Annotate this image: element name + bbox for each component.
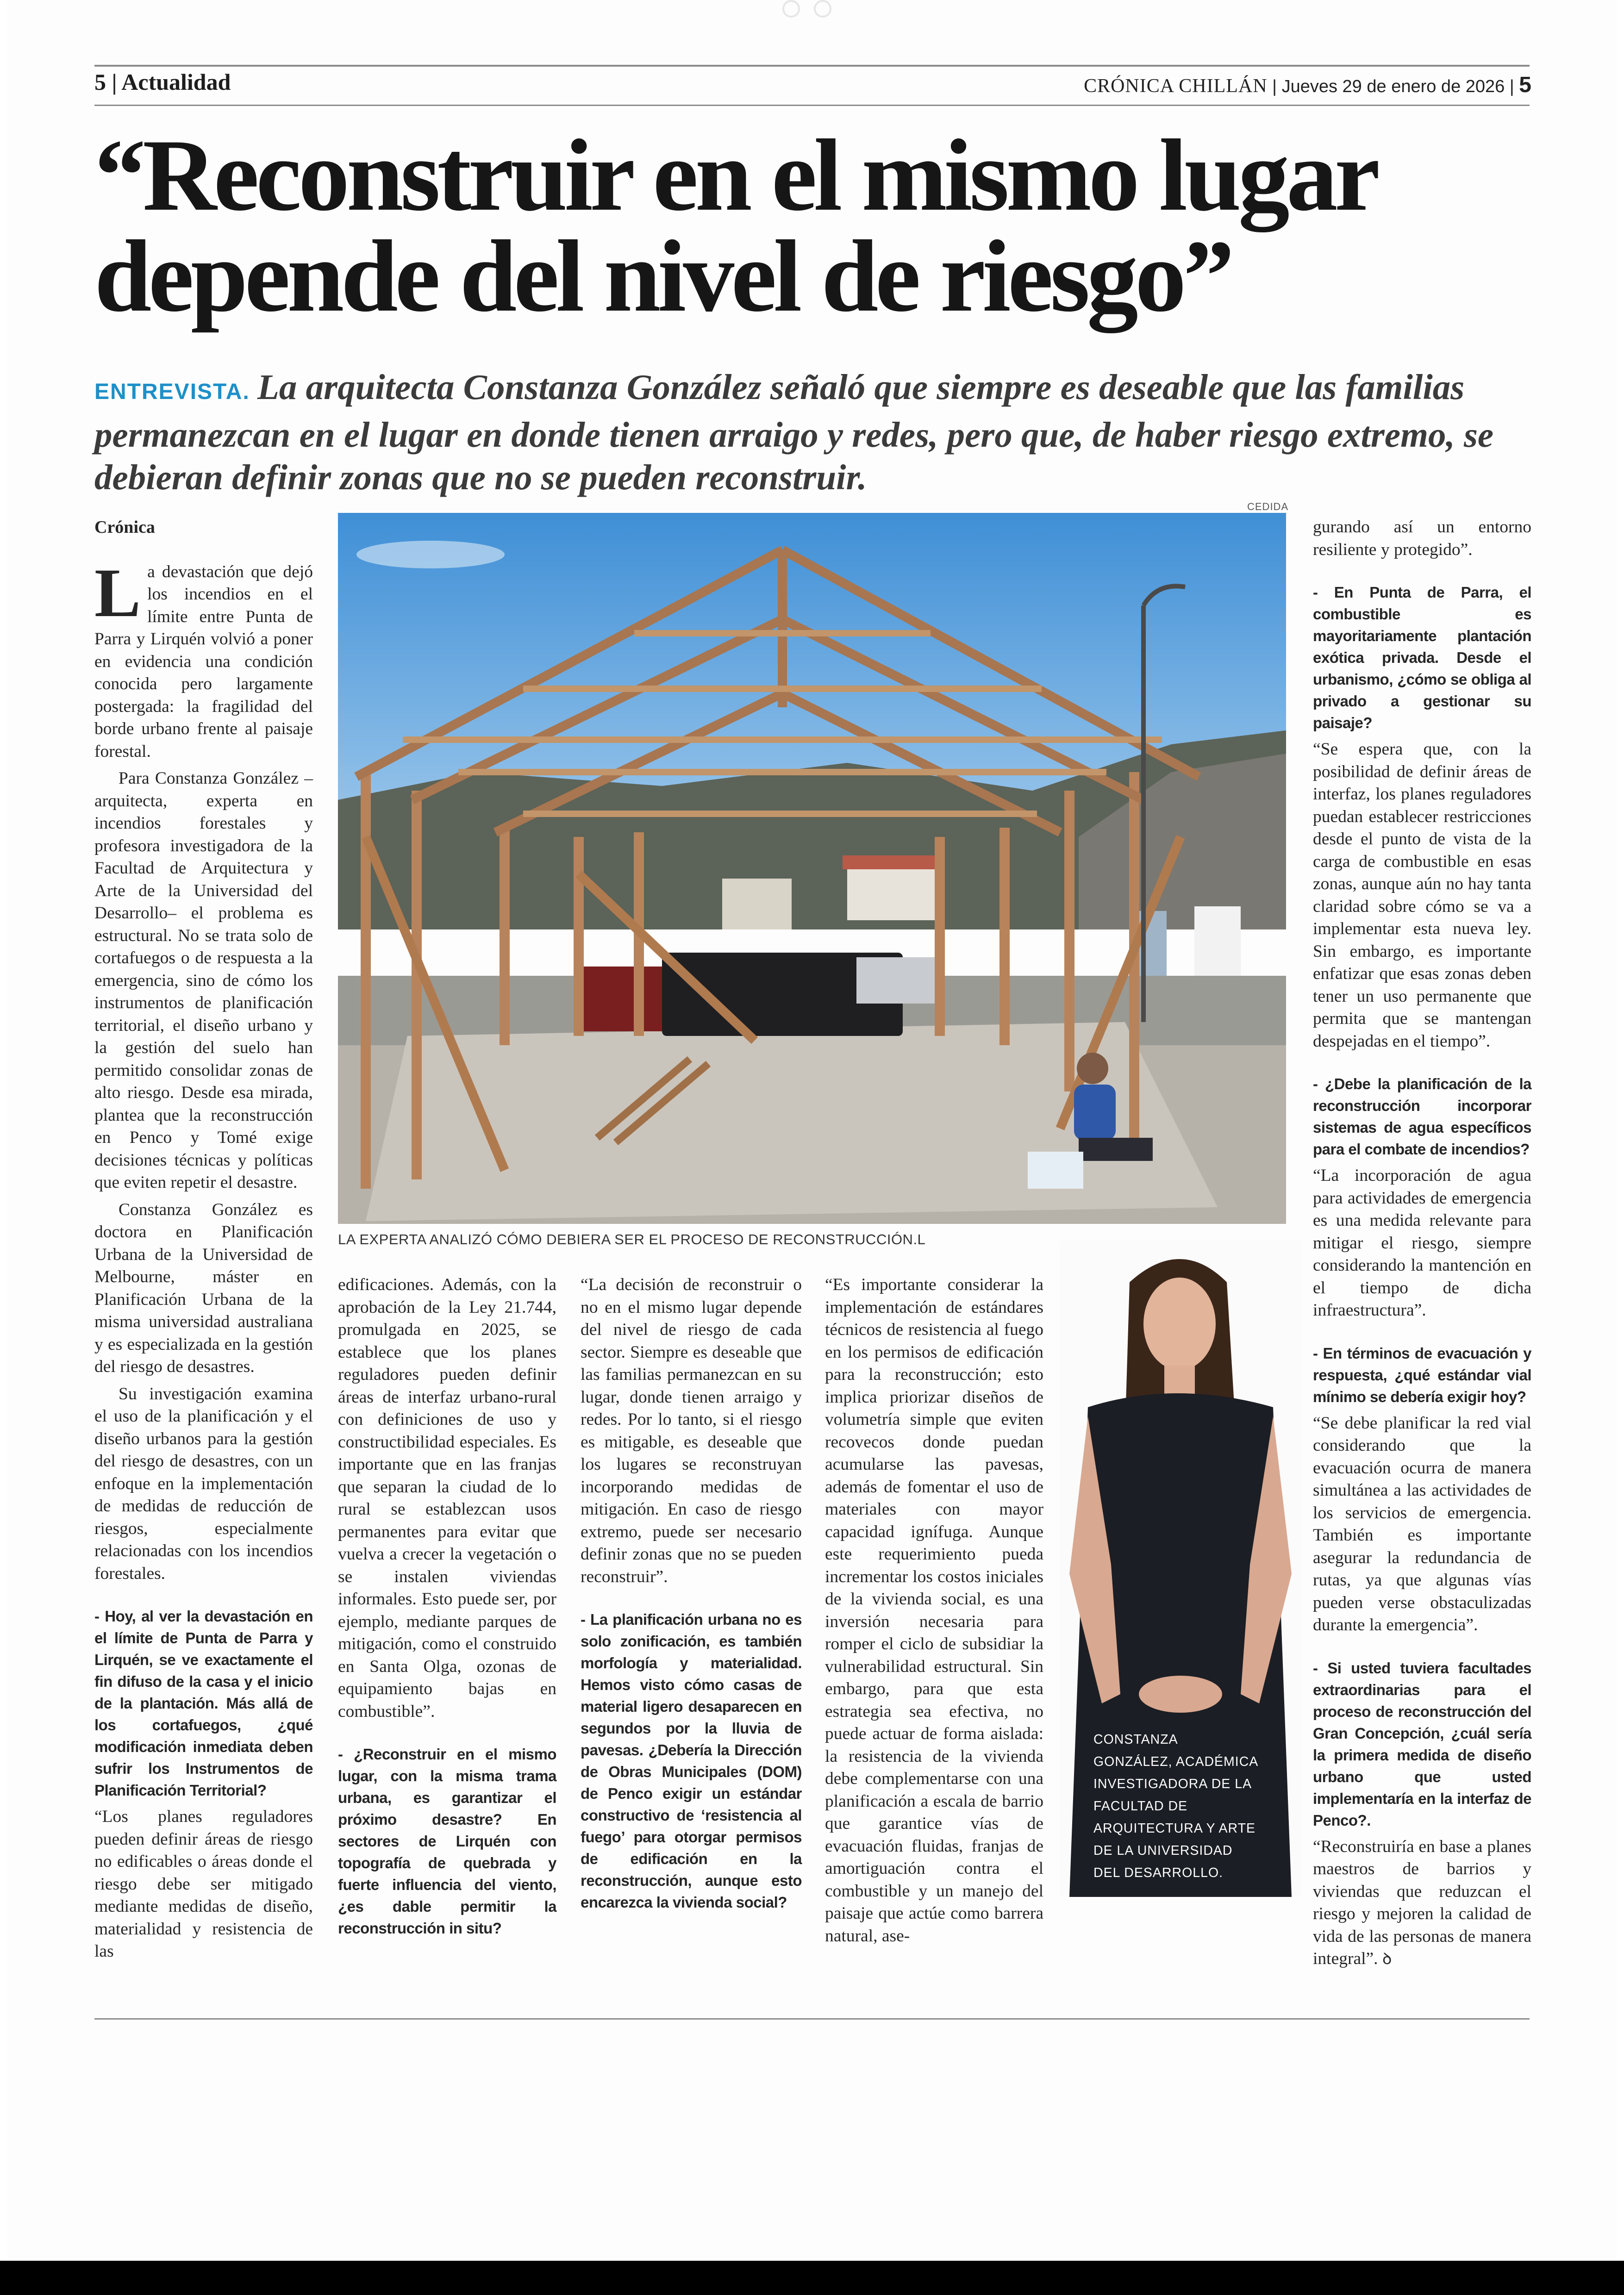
interview-answer: “Se espera que, con la posibilidad de definir áreas de interfaz, los planes reguladores puedan establecer restricciones desde el punto de vista de la carga de combustible en esas zonas, aunque aún no hay tanta claridad sobre cómo se va a implementar esta nueva ley. Sin embargo, es importante enfatizar que esas zonas deben tener un uso permanente que permita que se mantengan despejadas en el tiempo”. xyxy=(1313,740,1531,1051)
header-bottom-rule xyxy=(94,105,1530,106)
interview-answer xyxy=(1313,1836,1531,1971)
header-top-rule xyxy=(94,65,1530,67)
byline: Crónica xyxy=(94,518,155,537)
deck-text: La arquitecta Constanza González señaló que siempre es deseable que las familias permanezcan en el lugar en donde tienen arraigo y redes, pero que, de haber riesgo extremo, se debieran definir zonas que no se pueden reconstruir. xyxy=(94,367,1494,497)
portrait-caption: CONSTANZA GONZÁLEZ, ACADÉMICA INVESTIGADORA DE LA FACULTAD DE ARQUITECTURA Y ARTE DE LA UNIVERSIDAD DEL DESARROLLO. xyxy=(1093,1732,1258,1880)
viewer-bottom-bar xyxy=(0,2261,1624,2295)
article-column-3 xyxy=(581,1274,802,1918)
article-column-4 xyxy=(825,1274,1043,1952)
lead-text: a devastación que dejó los incendios en el límite entre Punta de Parra y Lirquén volvió a poner en evidencia una condición conocida pero largamente postergada: la fragilidad del borde urbano frente al paisaje forestal. xyxy=(94,562,313,761)
body-paragraph: edificaciones. Además, con la aprobación de la Ley 21.744, promulgada en 2025, se establece que los planes reguladores pueden definir áreas de interfaz urbano-rural con definiciones de uso y constructibilidad especiales. Es importante que en las franjas que separan la ciudad de lo rural se establezcan usos permanentes para evitar que vuelva a crecer la vegetación o se instalen viviendas informales. Esto puede ser, por ejemplo, mediante parques de mitigación, como el construido en Santa Olga, ozonas de equipamiento bajas en combustible”. xyxy=(338,1275,556,1721)
article-column-1 xyxy=(94,516,313,1968)
photo-credit: CEDIDA xyxy=(1247,501,1289,512)
interview-question: - Si usted tuviera facultades extraordinarias para el proceso de reconstrucción del Gran Concepción, ¿cuál sería la primera medida de diseño urbano que usted implementaría en la interfaz de Penco?. xyxy=(1313,1659,1531,1829)
interview-answer: “Es importante considerar la implementación de estándares técnicos de resistencia al fuego en los permisos de edificación para la reconstrucción; esto implica priorizar diseños de volumetría simple que eviten recovecos donde puedan acumularse las pavesas, además de fomentar el uso de materiales con mayor capacidad ignífuga. Aunque este requerimiento pueda incrementar los costos iniciales de la vivienda social, es una inversión necesaria para romper el ciclo de subsidiar la vulnerabilidad estructural. Sin embargo, para que esta estrategia sea efectiva, no puede actuar de forma aislada: la resistencia de la vivienda debe complementarse con una planificación a escala de barrio que garantice vías de evacuación fluidas, franjas de amortiguación contra el combustible y un manejo del paisaje que actúe como barrera natural, ase- xyxy=(825,1275,1043,1946)
article-column-2 xyxy=(338,1274,556,1944)
interview-question: - En Punta de Parra, el combustible es mayoritariamente plantación exótica privada. Desde el urbanismo, ¿cómo se obliga al privado a gestionar su paisaje? xyxy=(1313,584,1531,731)
interview-answer: “Se debe planificar la red vial considerando que la evacuación ocurra de manera simultánea a las actividades de los servicios de emergencia. También es importante asegurar la redundancia de rutas, ya que algunas vías pueden verse obstaculizadas durante la emergencia”. xyxy=(1313,1413,1531,1634)
page-dot[interactable] xyxy=(814,0,831,18)
section-name: Actualidad xyxy=(121,69,231,95)
interview-question: - Hoy, al ver la devastación en el límite de Punta de Parra y Lirquén, se ve exactamente el fin difuso de la casa y el inicio de la plantación. Más allá de los cortafuegos, ¿qué modificación inmediata deben sufrir los Instrumentos de Planificación Territorial? xyxy=(94,1608,313,1799)
dropcap: L xyxy=(94,554,141,631)
interview-answer: gurando así un entorno resiliente y protegido”. xyxy=(1313,518,1531,559)
interview-answer: “La incorporación de agua para actividades de emergencia es una medida relevante para mitigar el riesgo, siempre considerando la mantención en el tiempo de dicha infraestructura”. xyxy=(1313,1166,1531,1320)
interview-question: - La planificación urbana no es solo zonificación, es también morfología y materialidad. Hemos visto cómo casas de material ligero desaparecen en segundos por la lluvia de pavesas. ¿Debería la Dirección de Obras Municipales (DOM) de Penco exigir un estándar constructivo de ‘resistencia al fuego’ para otorgar permisos de edificación en la reconstrucción, aunque esto encarezca la vivienda social? xyxy=(581,1611,802,1911)
footer-rule xyxy=(94,2018,1530,2020)
photo-caption: LA EXPERTA ANALIZÓ CÓMO DEBIERA SER EL PROCESO DE RECONSTRUCCIÓN.L xyxy=(338,1231,926,1247)
section-page-number: 5 xyxy=(94,69,106,95)
body-paragraph: Para Constanza González –arquitecta, experta en incendios forestales y profesora investigadora de la Facultad de Arquitectura y Arte de la Universidad del Desarrollo– el problema es estructural. No se trata solo de cortafuegos o de respuesta a la emergencia, sino de cómo los instrumentos de planificación territorial, el diseño urbano y la gestión del suelo han permitido consolidar zonas de alto riesgo. Desde esa mirada, plantea que la reconstrucción en Penco y Tomé exige decisiones técnicas y políticas que eviten repetir el desastre. xyxy=(94,769,313,1192)
reconstruction-photo xyxy=(338,513,1286,1224)
section-label: 5 | Actualidad xyxy=(94,69,231,95)
interview-question: - ¿Reconstruir en el mismo lugar, con la misma trama urbana, es garantizar el próximo desastre? En sectores de Lirquén con topografía de quebrada y fuerte influencia del viento, ¿es dable permitir la reconstrucción in situ? xyxy=(338,1746,556,1937)
body-paragraph: Su investigación examina el uso de la planificación y el diseño urbanos para la gestión del riesgo de desastres, con un enfoque en la implementación de medidas de reducción de riesgos, especialmente relacionadas con los incendios forestales. xyxy=(94,1384,313,1583)
publication-date: Jueves 29 de enero de 2026 xyxy=(1281,77,1505,96)
interview-answer: “Los planes reguladores pueden definir áreas de riesgo no edificables o áreas donde el riesgo debe ser mitigado mediante medidas de diseño, materialidad y resistencia de las xyxy=(94,1807,313,1961)
deck xyxy=(94,366,1543,499)
reconstruction-photo-image xyxy=(338,513,1286,1224)
page-dot[interactable] xyxy=(782,0,800,18)
publication-info: CRÓNICA CHILLÁN | Jueves 29 de enero de 2026 | 5 xyxy=(1084,73,1531,97)
publication-name: CRÓNICA CHILLÁN xyxy=(1084,75,1268,97)
article-column-6 xyxy=(1313,516,1531,1976)
deck-kicker: ENTREVISTA. xyxy=(94,380,250,404)
end-mark-icon: ꝺ xyxy=(1382,1951,1392,1968)
headline: “Reconstruir en el mismo lugar depende del nivel de riesgo” xyxy=(94,118,1375,333)
page-number: 5 xyxy=(1519,73,1531,97)
lead-paragraph xyxy=(94,554,313,763)
body-paragraph: Constanza González es doctora en Planificación Urbana de la Universidad de Melbourne, máster en Planificación Urbana de la misma universidad australiana y es especializada en la gestión del riesgo de desastres. xyxy=(94,1200,313,1376)
interview-question: - En términos de evacuación y respuesta, ¿qué estándar vial mínimo se debería exigir hoy? xyxy=(1313,1344,1531,1405)
interview-question: - ¿Debe la planificación de la reconstrucción incorporar sistemas de agua específicos para el combate de incendios? xyxy=(1313,1075,1531,1158)
interview-answer: “La decisión de reconstruir o no en el mismo lugar depende del nivel de riesgo de cada sector. Siempre es deseable que las familias permanezcan en su lugar, donde tienen arraigo y redes. Por lo tanto, si el riesgo es mitigable, es deseable que los lugares se reconstruyan incorporando medidas de mitigación. En caso de riesgo extremo, puede ser necesario definir zonas que no se pueden reconstruir”. xyxy=(581,1275,802,1586)
final-answer-text: “Reconstruiría en base a planes maestros de barrios y viviendas que reduzcan el riesgo y mejoren la calidad de vida de las personas de manera integral”. xyxy=(1313,1837,1531,1968)
page-indicator[interactable] xyxy=(782,0,845,20)
